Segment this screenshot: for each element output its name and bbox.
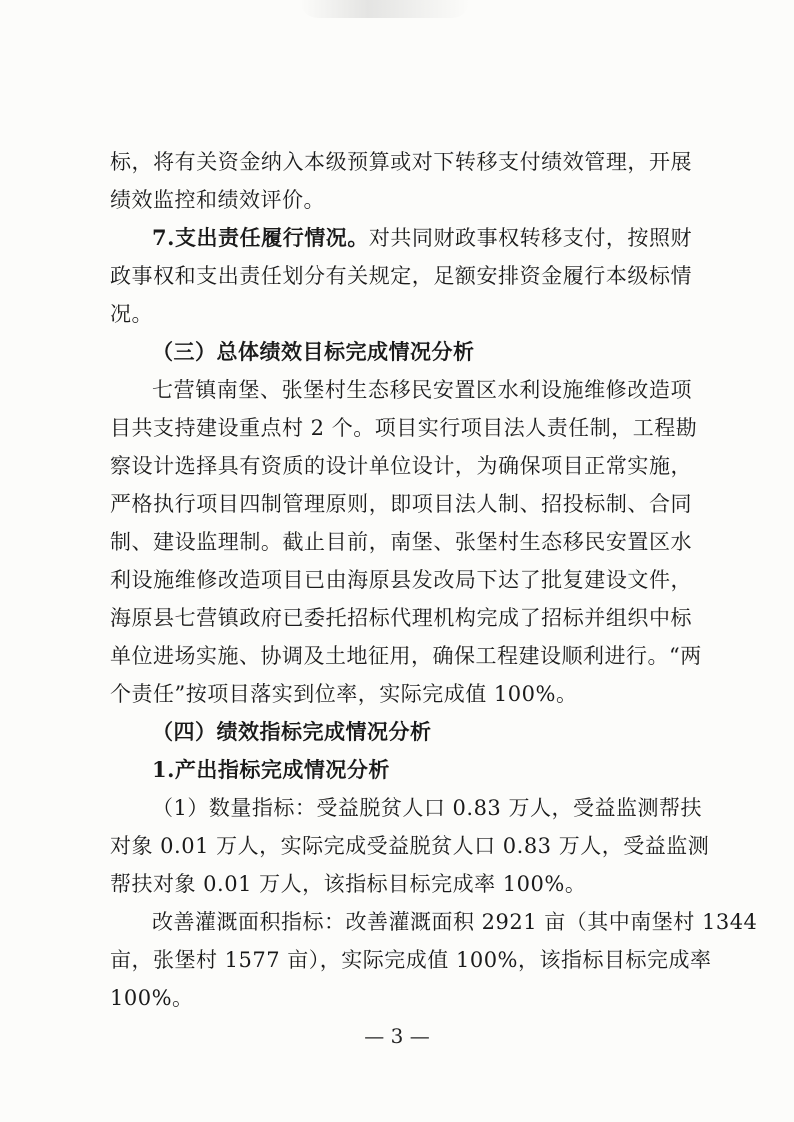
text-line: 察设计选择具有资质的设计单位设计，为确保项目正常实施， — [110, 454, 692, 478]
text-line: 目共支持建设重点村 2 个。项目实行项目法人责任制，工程勘 — [110, 416, 698, 440]
text-line: 单位进场实施、协调及土地征用，确保工程建设顺利进行。“两 — [110, 644, 702, 668]
text-line: 帮扶对象 0.01 万人，该指标目标完成率 100%。 — [110, 872, 587, 896]
text-line: 海原县七营镇政府已委托招标代理机构完成了招标并组织中标 — [110, 606, 692, 630]
text-line: 绩效监控和绩效评价。 — [110, 188, 325, 212]
text-line — [110, 219, 692, 257]
document-body — [110, 143, 758, 1017]
text-line: 改善灌溉面积指标：改善灌溉面积 2921 亩（其中南堡村 1344 — [152, 910, 758, 934]
subsection-heading: 1.产出指标完成情况分析 — [152, 757, 390, 782]
text-line: 个责任”按项目落实到位率，实际完成值 100%。 — [110, 682, 578, 706]
text-line: 制、建设监理制。截止目前，南堡、张堡村生态移民安置区水 — [110, 530, 692, 554]
text-line: 利设施维修改造项目已由海原县发改局下达了批复建设文件， — [110, 568, 692, 592]
text-fragment: 对共同财政事权转移支付，按照财 — [368, 226, 692, 250]
section-heading: （四）绩效指标完成情况分析 — [152, 719, 432, 744]
section-heading: （三）总体绩效目标完成情况分析 — [152, 339, 475, 364]
inline-heading: 7.支出责任履行情况。 — [152, 225, 369, 250]
text-line: 七营镇南堡、张堡村生态移民安置区水利设施维修改造项 — [152, 378, 692, 402]
scan-smudge — [300, 0, 470, 18]
text-line: 标，将有关资金纳入本级预算或对下转移支付绩效管理，开展 — [110, 150, 692, 174]
text-line: 100%。 — [110, 986, 194, 1010]
text-line: 严格执行项目四制管理原则，即项目法人制、招投标制、合同 — [110, 492, 692, 516]
text-line: 对象 0.01 万人，实际完成受益脱贫人口 0.83 万人，受益监测 — [110, 834, 710, 858]
text-line: 况。 — [110, 302, 153, 326]
text-line: 政事权和支出责任划分有关规定，足额安排资金履行本级标情 — [110, 264, 692, 288]
text-line: 亩，张堡村 1577 亩），实际完成值 100%，该指标目标完成率 — [110, 948, 712, 972]
text-line: （1）数量指标：受益脱贫人口 0.83 万人，受益监测帮扶 — [152, 796, 702, 820]
page-number: — 3 — — [364, 1024, 430, 1048]
